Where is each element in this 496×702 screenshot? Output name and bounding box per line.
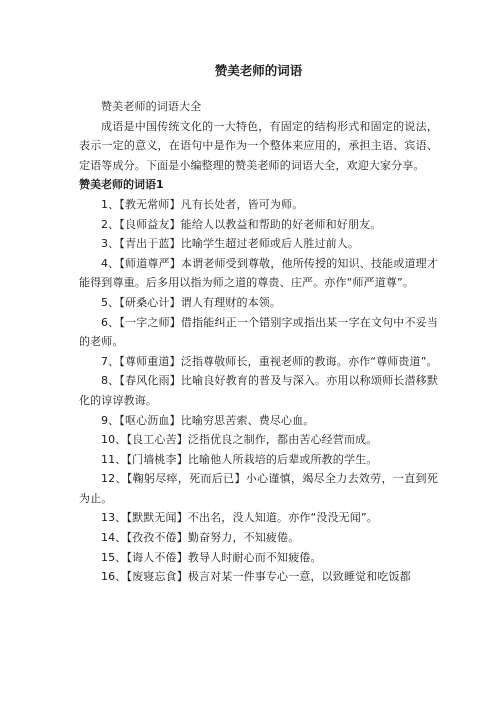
- list-item: 13、【默默无闻】不出名，没人知道。亦作“没没无闻”。: [101, 511, 378, 525]
- document-title: 赞美老师的词语: [214, 63, 303, 78]
- document-subtitle: 赞美老师的词语大全: [101, 100, 202, 113]
- idiom-list: [79, 195, 438, 587]
- list-item: 4、【师道尊严】本谓老师受到尊敬，他所传授的知识、技能或道理才能得到尊重。后多用以指为师之道的尊贵、庄严。亦作“师严道尊”。: [79, 256, 438, 290]
- list-item: 1、【教无常师】凡有长处者，皆可为师。: [101, 197, 304, 211]
- list-item: 15、【诲人不倦】教导人时耐心而不知疲倦。: [101, 550, 322, 564]
- list-item: 7、【尊师重道】泛指尊敬师长，重视老师的教诲。亦作“尊师贵道”。: [101, 354, 438, 368]
- list-item: 11、【门墙桃李】比喻他人所栽培的后辈或所教的学生。: [101, 452, 378, 466]
- list-item: 3、【青出于蓝】比喻学生超过老师或后人胜过前人。: [101, 237, 360, 251]
- list-item: 10、【良工心苦】泛指优良之制作，都由苦心经营而成。: [101, 433, 378, 447]
- intro-paragraph: 成语是中国传统文化的一大特色，有固定的结构形式和固定的说法，表示一定的意义，在语句中是作为一个整体来应用的，承担主语、宾语、定语等成分。下面是小编整理的赞美老师的词语大全，欢迎大家分享。: [79, 119, 438, 172]
- list-item: 12、【鞠躬尽瘁，死而后已】小心谨慎，竭尽全力去效劳，一直到死为止。: [79, 472, 438, 505]
- section-heading: 赞美老师的词语1: [79, 178, 164, 192]
- list-item: 5、【研桑心计】谓人有理财的本领。: [101, 295, 282, 309]
- list-item: 8、【春风化雨】比喻良好教育的普及与深入。亦用以称颂师长潜移默化的谆谆教诲。: [79, 374, 438, 407]
- list-item: 16、【废寝忘食】极言对某一件事专心一意，以致睡觉和吃饭都: [101, 570, 411, 584]
- list-item: 14、【孜孜不倦】勤奋努力，不知疲倦。: [101, 531, 300, 545]
- list-item: 6、【一字之师】借指能纠正一个错别字或指出某一字在文句中不妥当的老师。: [79, 315, 438, 349]
- list-item: 9、【呕心沥血】比喻穷思苦索、费尽心血。: [101, 413, 315, 427]
- list-item: 2、【良师益友】能给人以教益和帮助的好老师和好朋友。: [101, 217, 382, 231]
